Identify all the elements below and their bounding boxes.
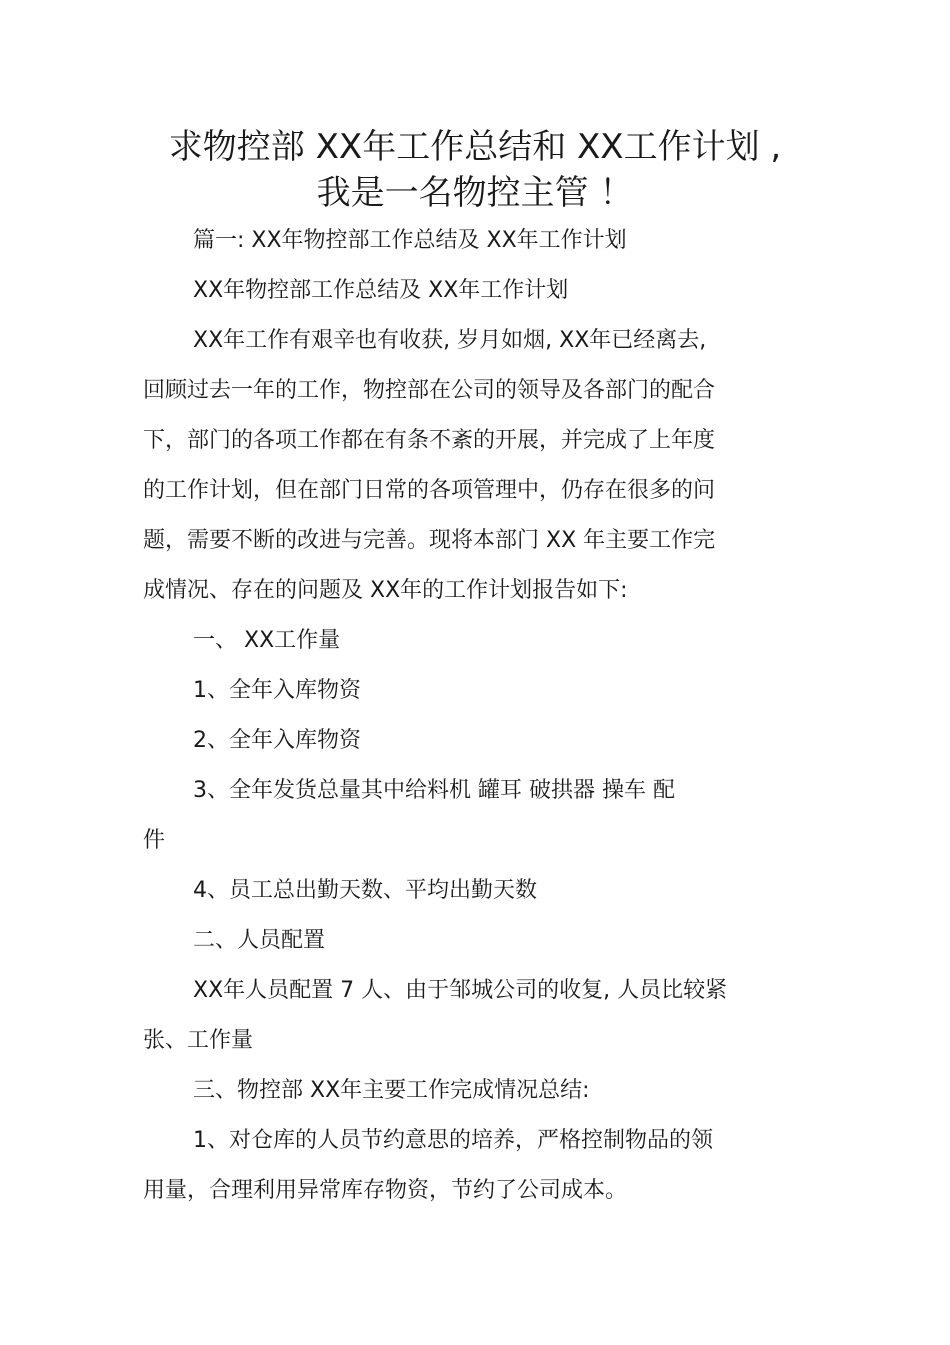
list-item-continuation: 用量，合理利用异常库存物资，节约了公司成本。 (143, 1178, 628, 1203)
paragraph-line: 的工作计划，但在部门日常的各项管理中，仍存在很多的问 (143, 478, 716, 503)
document-title-line-2: 我是一名物控主管 ！ (316, 173, 634, 213)
paragraph-line: 下，部门的各项工作都在有条不紊的开展，并完成了上年度 (143, 428, 716, 453)
paragraph-line: 张、工作量 (143, 1028, 254, 1053)
list-item: 2、全年入库物资 (193, 728, 361, 753)
list-item: 1、对仓库的人员节约意思的培养，严格控制物品的领 (193, 1128, 713, 1153)
document-title-line-1: 求物控部 XX年工作总结和 XX工作计划 , (168, 127, 782, 167)
paragraph-line: XX年工作有艰辛也有收获, 岁月如烟, XX年已经离去, (193, 328, 707, 353)
list-item: 3、全年发货总量其中给料机 罐耳 破拱器 操车 配 (193, 778, 675, 803)
list-item: 4、员工总出勤天数、平均出勤天数 (193, 878, 537, 903)
paragraph-line: 题，需要不断的改进与完善。现将本部门 XX 年主要工作完 (143, 528, 716, 553)
section-heading-workload: 一、 XX工作量 (193, 628, 341, 653)
list-item-continuation: 件 (143, 828, 166, 853)
subheading: XX年物控部工作总结及 XX年工作计划 (193, 278, 569, 303)
section-heading-part-one: 篇一: XX年物控部工作总结及 XX年工作计划 (193, 228, 627, 253)
list-item: 1、全年入库物资 (193, 678, 361, 703)
section-heading-summary: 三、物控部 XX年主要工作完成情况总结: (193, 1078, 590, 1103)
section-heading-staffing: 二、人员配置 (193, 928, 326, 953)
paragraph-line: 回顾过去一年的工作，物控部在公司的领导及各部门的配合 (143, 378, 716, 403)
paragraph-line: 成情况、存在的问题及 XX年的工作计划报告如下: (143, 578, 628, 603)
paragraph-line: XX年人员配置 7 人、由于邹城公司的收复, 人员比较紧 (193, 978, 728, 1003)
